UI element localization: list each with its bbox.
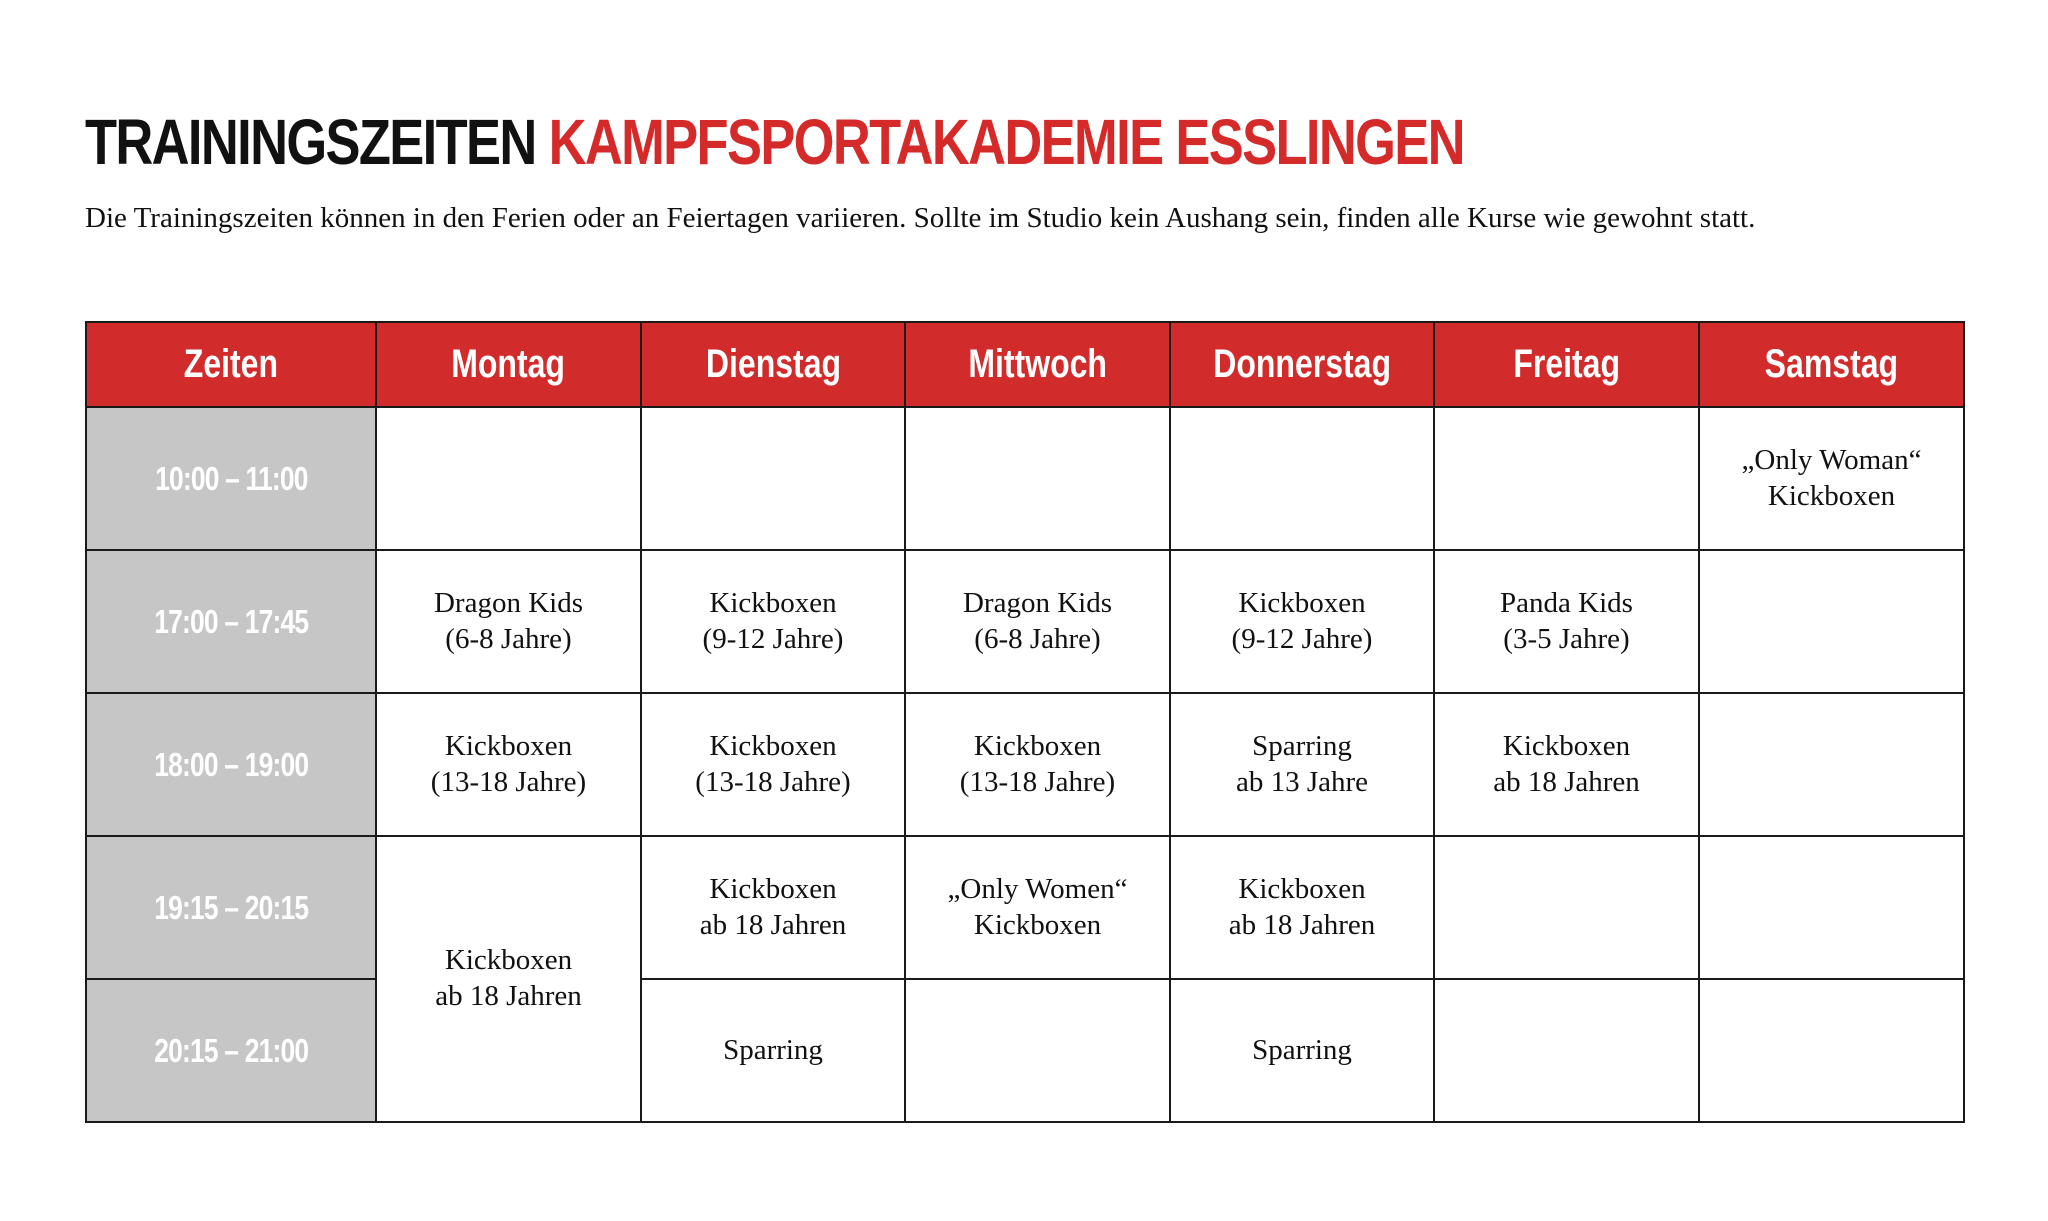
page-title [85,106,1625,178]
table-row [86,693,1964,836]
schedule-cell-wednesday [905,979,1170,1122]
title-training-times: TRAININGSZEITEN [85,106,536,178]
schedule-page [85,106,1963,1069]
header-monday: Montag [376,322,641,407]
schedule-cell-tuesday: Kickboxen ab 18 Jahren [641,836,905,979]
table-row [86,979,1964,1122]
schedule-cell-friday [1434,407,1699,550]
schedule-cell-wednesday: „Only Women“ Kickboxen [905,836,1170,979]
time-slot: 18:00 – 19:00 [86,693,376,836]
schedule-cell-friday: Panda Kids (3-5 Jahre) [1434,550,1699,693]
schedule-cell-saturday [1699,836,1964,979]
schedule-cell-monday: Kickboxen ab 18 Jahren [376,836,641,1122]
header-friday: Freitag [1434,322,1699,407]
header-row [86,322,1964,407]
schedule-cell-tuesday: Sparring [641,979,905,1122]
schedule-cell-friday: Kickboxen ab 18 Jahren [1434,693,1699,836]
schedule-cell-wednesday: Kickboxen (13-18 Jahre) [905,693,1170,836]
schedule-cell-wednesday [905,407,1170,550]
header-saturday: Samstag [1699,322,1964,407]
schedule-cell-tuesday [641,407,905,550]
schedule-cell-wednesday: Dragon Kids (6-8 Jahre) [905,550,1170,693]
schedule-cell-monday: Dragon Kids (6-8 Jahre) [376,550,641,693]
header-wednesday: Mittwoch [905,322,1170,407]
schedule-cell-saturday [1699,550,1964,693]
schedule-cell-monday [376,407,641,550]
schedule-cell-monday: Kickboxen (13-18 Jahre) [376,693,641,836]
title-academy-name: KAMPFSPORTAKADEMIE ESSLINGEN [548,106,1464,178]
schedule-notice: Die Trainingszeiten können in den Ferien oder an Feiertagen variieren. Sollte im Studio kein Aushang sein, finden alle Kurse wie gewohnt statt. [85,202,1756,234]
header-times: Zeiten [86,322,376,407]
time-slot: 17:00 – 17:45 [86,550,376,693]
table-row [86,407,1964,550]
schedule-cell-thursday: Sparring [1170,979,1434,1122]
schedule-cell-tuesday: Kickboxen (13-18 Jahre) [641,693,905,836]
schedule-cell-tuesday: Kickboxen (9-12 Jahre) [641,550,905,693]
schedule-cell-friday [1434,836,1699,979]
schedule-cell-thursday [1170,407,1434,550]
schedule-table [85,321,1965,1123]
schedule-cell-thursday: Kickboxen (9-12 Jahre) [1170,550,1434,693]
schedule-cell-saturday [1699,979,1964,1122]
header-thursday: Donnerstag [1170,322,1434,407]
table-row [86,550,1964,693]
time-slot: 10:00 – 11:00 [86,407,376,550]
schedule-cell-saturday: „Only Woman“ Kickboxen [1699,407,1964,550]
schedule-cell-thursday: Kickboxen ab 18 Jahren [1170,836,1434,979]
schedule-cell-friday [1434,979,1699,1122]
schedule-cell-saturday [1699,693,1964,836]
header-tuesday: Dienstag [641,322,905,407]
schedule-cell-thursday: Sparring ab 13 Jahre [1170,693,1434,836]
time-slot: 20:15 – 21:00 [86,979,376,1122]
time-slot: 19:15 – 20:15 [86,836,376,979]
table-row [86,836,1964,979]
